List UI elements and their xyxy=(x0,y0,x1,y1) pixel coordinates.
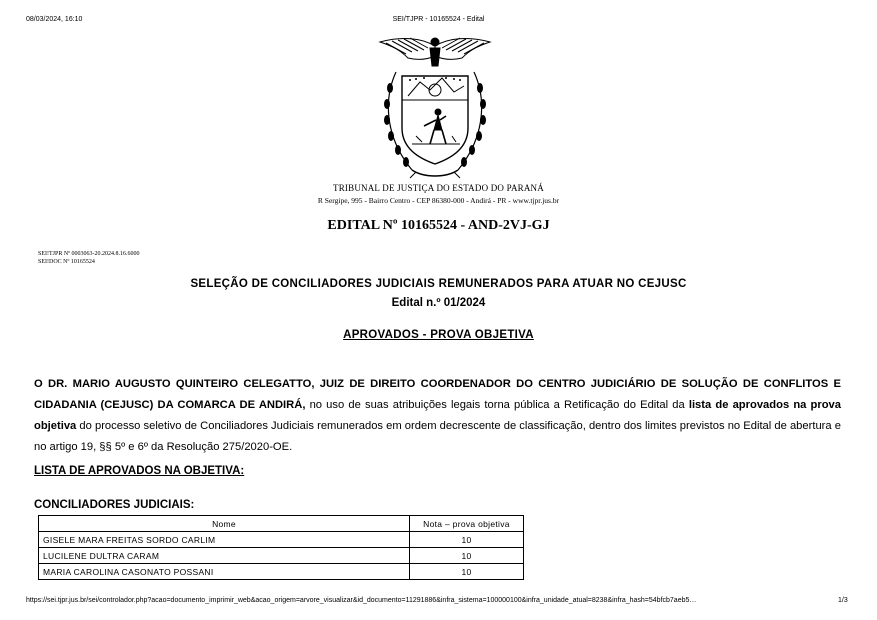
list-heading: LISTA DE APROVADOS NA OBJETIVA: xyxy=(34,465,245,477)
print-title: SEI/TJPR - 10165524 - Edital xyxy=(392,16,485,23)
sei-process-number: SEI!TJPR Nº 0003063-20.2024.8.16.6000 xyxy=(38,251,140,257)
page-number: 1/3 xyxy=(838,597,848,604)
candidate-score: 10 xyxy=(410,564,524,580)
table-row xyxy=(39,564,524,580)
selection-title: SELEÇÃO DE CONCILIADORES JUDICIAIS REMUNERADOS PARA ATUAR NO CEJUSC xyxy=(190,278,687,290)
sei-doc-number: SEI!DOC Nº 10165524 xyxy=(38,259,95,265)
column-header-name: Nome xyxy=(39,516,410,532)
results-table xyxy=(38,515,524,580)
body-text-1: no uso de suas atribuições legais torna pública a Retificação do Edital da xyxy=(305,399,689,411)
institution-address: R Sergipe, 995 - Bairro Centro - CEP 86380-000 - Andirá - PR - www.tjpr.jus.br xyxy=(317,196,560,205)
candidate-name: MARIA CAROLINA CASONATO POSSANI xyxy=(39,564,410,580)
table-row xyxy=(39,548,524,564)
table-header-row xyxy=(39,516,524,532)
document-title: EDITAL Nº 10165524 - AND-2VJ-GJ xyxy=(327,218,550,233)
candidate-name: GISELE MARA FREITAS SORDO CARLIM xyxy=(39,532,410,548)
candidate-name: LUCILENE DULTRA CARAM xyxy=(39,548,410,564)
body-paragraph xyxy=(34,374,841,458)
print-datetime: 08/03/2024, 16:10 xyxy=(26,16,83,23)
edital-number: Edital n.º 01/2024 xyxy=(391,297,486,309)
institution-name: TRIBUNAL DE JUSTIÇA DO ESTADO DO PARANÁ xyxy=(333,183,544,193)
approved-heading: APROVADOS - PROVA OBJETIVA xyxy=(343,329,534,341)
footer-url: https://sei.tjpr.jus.br/sei/controlador.php?acao=documento_imprimir_web&acao_origem=arvore_visualizar&id_documento=11291886&infra_sistema=100000100&infra_unidade_atual=8238&infra_hash=54bfcb7aeb5… xyxy=(26,597,697,604)
coat-of-arms-icon xyxy=(372,32,498,182)
intro-bold: O DR. MARIO AUGUSTO QUINTEIRO CELEGATTO, JUIZ DE DIREITO COORDENADOR DO CENTRO JUDICIÁRIO DE SOLUÇÃO DE CONFLITOS E CIDADANIA (CEJUSC) DA COMARCA DE ANDIRÁ, xyxy=(34,378,841,411)
list-bold: lista de aprovados na prova objetiva xyxy=(34,399,841,432)
candidate-score: 10 xyxy=(410,532,524,548)
table-row xyxy=(39,532,524,548)
candidate-score: 10 xyxy=(410,548,524,564)
column-header-score: Nota – prova objetiva xyxy=(410,516,524,532)
body-text-2: do processo seletivo de Conciliadores Judiciais remunerados em ordem decrescente de classificação, dentro dos limites previstos no Edital de abertura e no artigo 19, §§ 5º e 6º da Resolução 275/2020-OE. xyxy=(34,420,841,453)
conciliators-heading: CONCILIADORES JUDICIAIS: xyxy=(34,499,195,511)
